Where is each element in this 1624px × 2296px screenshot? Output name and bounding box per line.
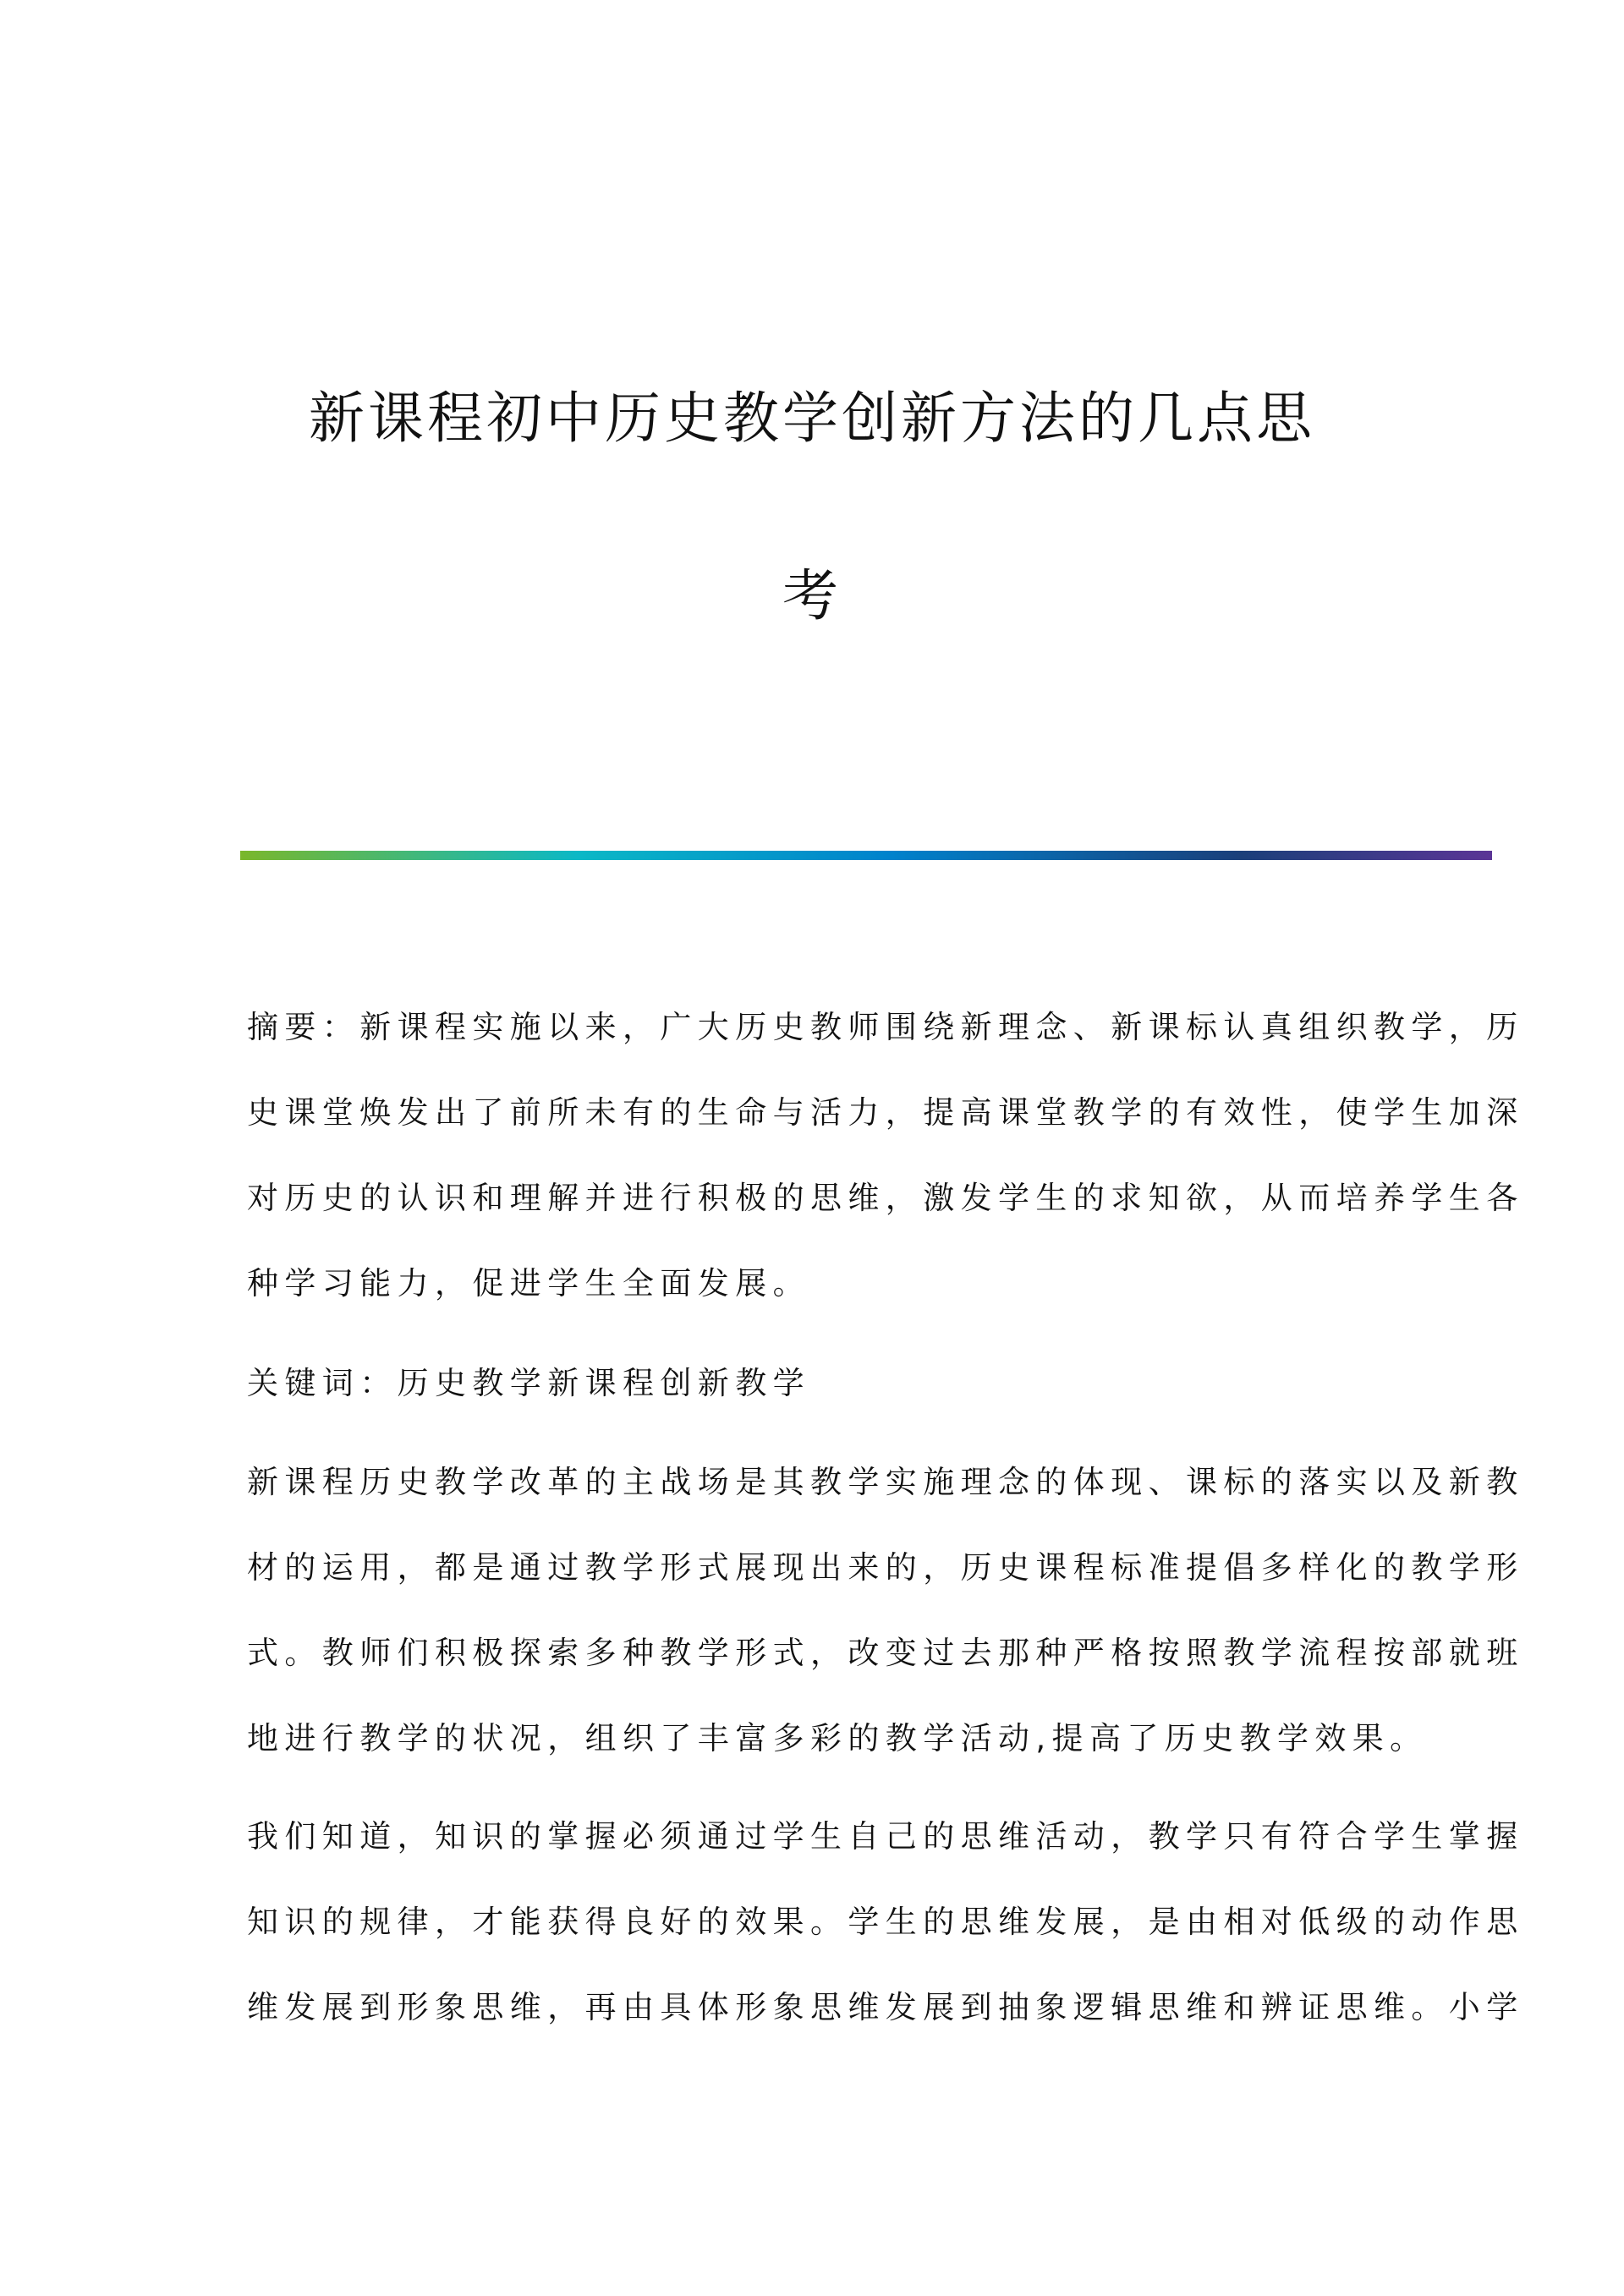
keywords: 关键词：历史教学新课程创新教学 bbox=[247, 1365, 810, 1401]
abstract-line: 对历史的认识和理解并进行积极的思维，激发学生的求知欲，从而培养学生各 bbox=[247, 1180, 1524, 1216]
paragraph-line: 我们知道，知识的掌握必须通过学生自己的思维活动，教学只有符合学生掌握 bbox=[247, 1818, 1524, 1855]
paragraph-line: 知识的规律，才能获得良好的效果。学生的思维发展，是由相对低级的动作思 bbox=[247, 1904, 1524, 1940]
document-title-line-2: 考 bbox=[782, 563, 842, 628]
paragraph-line: 材的运用，都是通过教学形式展现出来的，历史课程标准提倡多样化的教学形 bbox=[247, 1549, 1524, 1586]
abstract-line: 摘要：新课程实施以来，广大历史教师围绕新理念、新课标认真组织教学，历 bbox=[247, 1009, 1524, 1045]
document-title-line-1: 新课程初中历史教学创新方法的几点思 bbox=[309, 386, 1315, 451]
paragraph-line: 新课程历史教学改革的主战场是其教学实施理念的体现、课标的落实以及新教 bbox=[247, 1464, 1524, 1500]
paragraph-line: 式。教师们积极探索多种教学形式，改变过去那种严格按照教学流程按部就班 bbox=[247, 1635, 1524, 1671]
abstract-line: 种学习能力，促进学生全面发展。 bbox=[247, 1265, 810, 1301]
paragraph-line: 地进行教学的状况，组织了丰富多彩的教学活动,提高了历史教学效果。 bbox=[247, 1720, 1428, 1756]
gradient-divider bbox=[240, 851, 1492, 860]
paragraph-line: 维发展到形象思维，再由具体形象思维发展到抽象逻辑思维和辨证思维。小学 bbox=[247, 1989, 1524, 2025]
abstract-line: 史课堂焕发出了前所未有的生命与活力，提高课堂教学的有效性，使学生加深 bbox=[247, 1094, 1524, 1131]
